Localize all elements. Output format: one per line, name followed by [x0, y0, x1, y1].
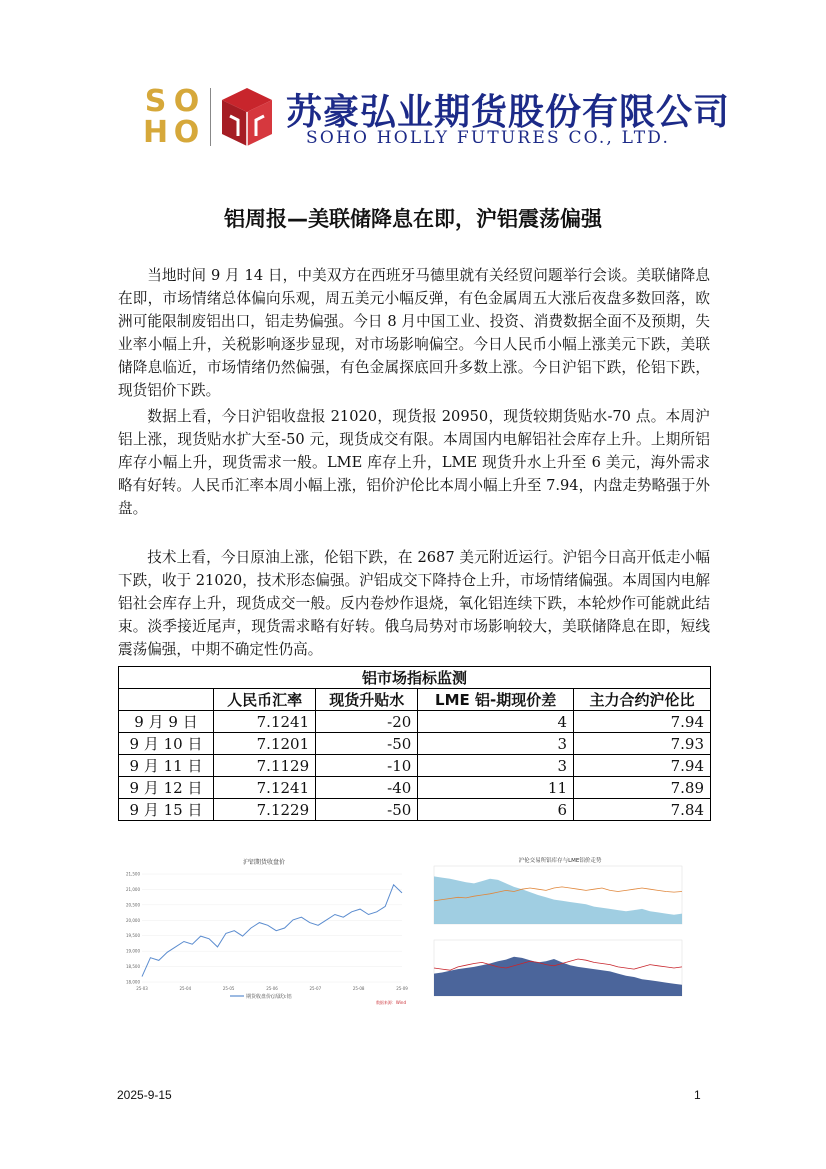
y-tick-label: 19,500: [126, 933, 140, 939]
panel1-area: [434, 876, 682, 924]
cell-rmb: 7.1201: [214, 733, 316, 755]
header-sh-ldn-ratio: 主力合约沪伦比: [574, 689, 711, 711]
paragraph-technical-view: 技术上看，今日原油上涨，伦铝下跌，在 2687 美元附近运行。沪铝今日高开低走小幅下跌，收于 21020，技术形态偏强。沪铝成交下降持仓上升，市场情绪偏强。本周国内电解铝社会库存上升，现货成交一般。反内卷炒作退烧，氧化铝连续下跌，本轮炒作可能就此结束。淡季接近尾声，现货需求略有好转。俄乌局势对市场影响较大，美联储降息在即，短线震荡偏强，中期不确定性仍高。: [118, 549, 710, 658]
page-number: 1: [694, 1088, 701, 1102]
cell-date: 9 月 12 日: [119, 777, 214, 799]
price-line-chart: [118, 852, 410, 1012]
soho-mark: [140, 86, 202, 148]
cell-rmb: 7.1229: [214, 799, 316, 821]
cell-ratio: 7.94: [574, 755, 711, 777]
chart-source: 数据来源：Wind: [375, 1000, 406, 1005]
paragraph-market-overview: 当地时间 9 月 14 日，中美双方在西班牙马德里就有关经贸问题举行会谈。美联储降息在即，市场情绪总体偏向乐观，周五美元小幅反弹，有色金属周五大涨后夜盘多数回落，欧洲可能限制废铝出口，铝走势偏强。今日 8 月中国工业、投资、消费数据全面不及预期，失业率小幅上升，关税影响逐步显现，对市场影响偏空。今日人民币小幅上涨美元下跌，美联储降息临近，市场情绪仍然偏强，有色金属探底回升多数上涨。今日沪铝下跌，伦铝下跌，现货铝价下跌。: [118, 267, 710, 399]
table-row: [119, 733, 711, 755]
logo-divider: [210, 88, 211, 146]
cell-rmb: 7.1241: [214, 711, 316, 733]
cell-rmb: 7.1129: [214, 755, 316, 777]
cell-date: 9 月 15 日: [119, 799, 214, 821]
chart-title: 沪伦交易所铝库存与LME铝价走势: [518, 858, 602, 864]
chart-x-ticks: [136, 986, 408, 991]
y-tick-label: 19,000: [126, 948, 140, 954]
company-logo: [140, 84, 731, 150]
cell-spot: -50: [316, 799, 418, 821]
soho-letter: O: [173, 115, 200, 150]
cell-lme: 3: [418, 733, 574, 755]
cell-spot: -10: [316, 755, 418, 777]
x-tick-label: 25-08: [352, 986, 365, 991]
y-tick-label: 18,500: [126, 964, 140, 970]
table-row: [119, 755, 711, 777]
cell-lme: 4: [418, 711, 574, 733]
y-tick-label: 21,000: [126, 886, 140, 892]
chart-y-ticks: [126, 872, 140, 985]
cell-date: 9 月 11 日: [119, 755, 214, 777]
cell-date: 9 月 10 日: [119, 733, 214, 755]
report-title: 铝周报—美联储降息在即，沪铝震荡偏强: [224, 207, 602, 231]
company-name-en: SOHO HOLLY FUTURES CO., LTD.: [306, 128, 671, 148]
y-tick-label: 20,500: [126, 902, 140, 908]
table-header-row: [119, 689, 711, 711]
y-tick-label: 18,000: [126, 979, 140, 985]
cell-lme: 11: [418, 777, 574, 799]
table-row: [119, 711, 711, 733]
cell-rmb: 7.1241: [214, 777, 316, 799]
inventory-combo-chart: [412, 852, 708, 1012]
x-tick-label: 25-09: [396, 986, 408, 991]
cell-date: 9 月 9 日: [119, 711, 214, 733]
market-indicator-table: [118, 666, 711, 821]
cell-ratio: 7.93: [574, 733, 711, 755]
y-tick-label: 21,500: [126, 871, 140, 877]
cell-ratio: 7.84: [574, 799, 711, 821]
x-tick-label: 25-05: [222, 986, 235, 991]
header-lme-spread: LME 铝-期现价差: [418, 689, 574, 711]
x-tick-label: 25-06: [266, 986, 278, 991]
header-rmb-rate: 人民币汇率: [214, 689, 316, 711]
y-tick-label: 20,000: [126, 917, 140, 923]
header-spot-premium: 现货升贴水: [316, 689, 418, 711]
soho-letter: H: [142, 115, 169, 150]
x-tick-label: 25-04: [179, 986, 192, 991]
table-row: [119, 799, 711, 821]
table-caption-row: [119, 667, 711, 689]
paragraph-data-review: 数据上看，今日沪铝收盘报 21020，现货报 20950，现货较期货贴水-70 点。本周沪铝上涨，现货贴水扩大至-50 元，现货成交有限。本周国内电解铝社会库存上升。上期所铝库存小幅上升，现货需求一般。LME 库存上升，LME 现货升水上升至 6 美元，海外需求略有好转。人民币汇率本周小幅上涨，铝价沪伦比本周小幅上升至 7.94，内盘走势略强于外盘。: [118, 408, 710, 517]
cell-spot: -20: [316, 711, 418, 733]
cell-ratio: 7.89: [574, 777, 711, 799]
cell-ratio: 7.94: [574, 711, 711, 733]
company-name-cn: 苏豪弘业期货股份有限公司: [286, 91, 731, 133]
cube-logo-icon: [220, 86, 274, 148]
cell-lme: 3: [418, 755, 574, 777]
soho-letter: O: [173, 84, 200, 119]
soho-letter: S: [144, 84, 167, 119]
x-tick-label: 25-07: [309, 986, 322, 991]
cell-spot: -40: [316, 777, 418, 799]
chart-title: 沪铝期货收盘价: [242, 859, 286, 866]
panel2-area: [434, 957, 682, 996]
cell-spot: -50: [316, 733, 418, 755]
cell-lme: 6: [418, 799, 574, 821]
table-row: [119, 777, 711, 799]
x-tick-label: 25-03: [136, 986, 148, 991]
chart-legend: 期货收盘价(活跃):铝: [246, 994, 292, 1000]
table-caption: 铝市场指标监测: [119, 667, 711, 689]
chart-series-line: [142, 885, 402, 977]
footer-date: 2025-9-15: [117, 1088, 172, 1102]
header-date: [119, 689, 214, 711]
